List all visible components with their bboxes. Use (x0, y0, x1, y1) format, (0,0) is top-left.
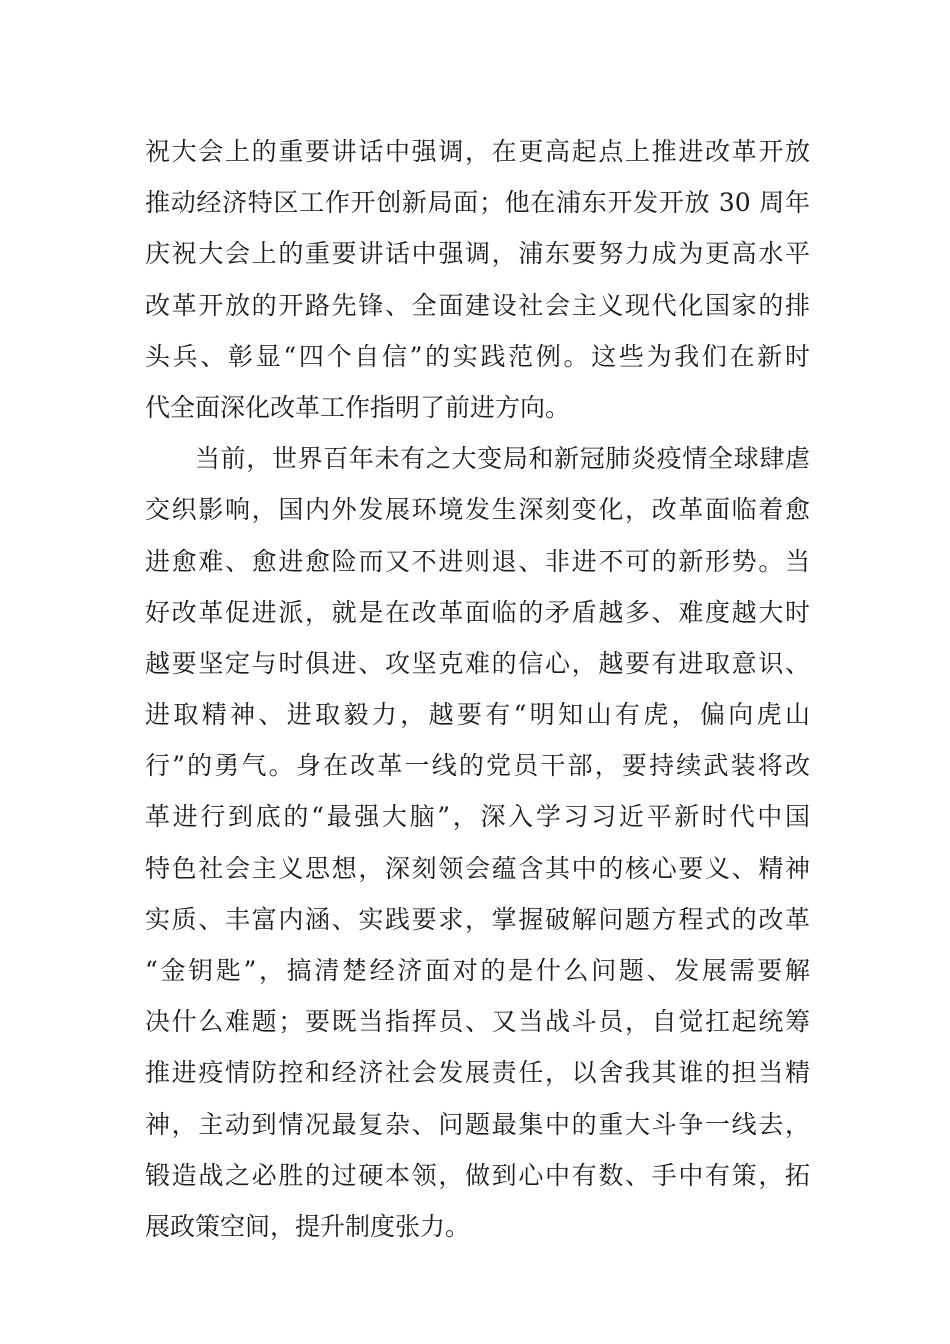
text-line: 锻造战之必胜的过硬本领，做到心中有数、手中有策，拓 (145, 1160, 810, 1190)
text-line: 推动经济特区工作开创新局面；他在浦东开发开放 30 周年 (145, 188, 810, 218)
text-line: 越要坚定与时俱进、攻坚克难的信心，越要有进取意识、 (145, 648, 810, 678)
text-line: 进愈难、愈进愈险而又不进则退、非进不可的新形势。当 (145, 546, 810, 576)
text-line: 决什么难题；要既当指挥员、又当战斗员，自觉扛起统筹 (145, 1007, 810, 1037)
text-line: 实质、丰富内涵、实践要求，掌握破解问题方程式的改革 (145, 904, 810, 934)
text-line: 当前，世界百年未有之大变局和新冠肺炎疫情全球肆虐 (195, 444, 810, 474)
text-line: 特色社会主义思想，深刻领会蕴含其中的核心要义、精神 (145, 853, 810, 883)
text-line: 庆祝大会上的重要讲话中强调，浦东要努力成为更高水平 (145, 239, 810, 269)
text-line: 祝大会上的重要讲话中强调，在更高起点上推进改革开放 (145, 137, 810, 166)
body-text (145, 126, 810, 1252)
text-line: “金钥匙”，搞清楚经济面对的是什么问题、发展需要解 (145, 956, 810, 985)
text-line: 交织影响，国内外发展环境发生深刻变化，改革面临着愈 (145, 495, 810, 525)
text-line: 行”的勇气。身在改革一线的党员干部，要持续武装将改 (145, 751, 810, 781)
text-line: 展政策空间，提升制度张力。 (145, 1211, 471, 1241)
text-line: 改革开放的开路先锋、全面建设社会主义现代化国家的排 (145, 290, 810, 320)
text-line: 头兵、彰显“四个自信”的实践范例。这些为我们在新时 (145, 341, 810, 371)
text-line: 好改革促进派，就是在改革面临的矛盾越多、难度越大时 (145, 597, 810, 627)
text-line: 革进行到底的“最强大脑”，深入学习习近平新时代中国 (145, 802, 810, 832)
text-line: 进取精神、进取毅力，越要有“明知山有虎，偏向虎山 (145, 700, 810, 730)
text-line: 推进疫情防控和经济社会发展责任，以舍我其谁的担当精 (145, 1058, 810, 1088)
text-line: 神，主动到情况最复杂、问题最集中的重大斗争一线去， (145, 1109, 810, 1139)
text-line: 代全面深化改革工作指明了前进方向。 (145, 392, 571, 422)
